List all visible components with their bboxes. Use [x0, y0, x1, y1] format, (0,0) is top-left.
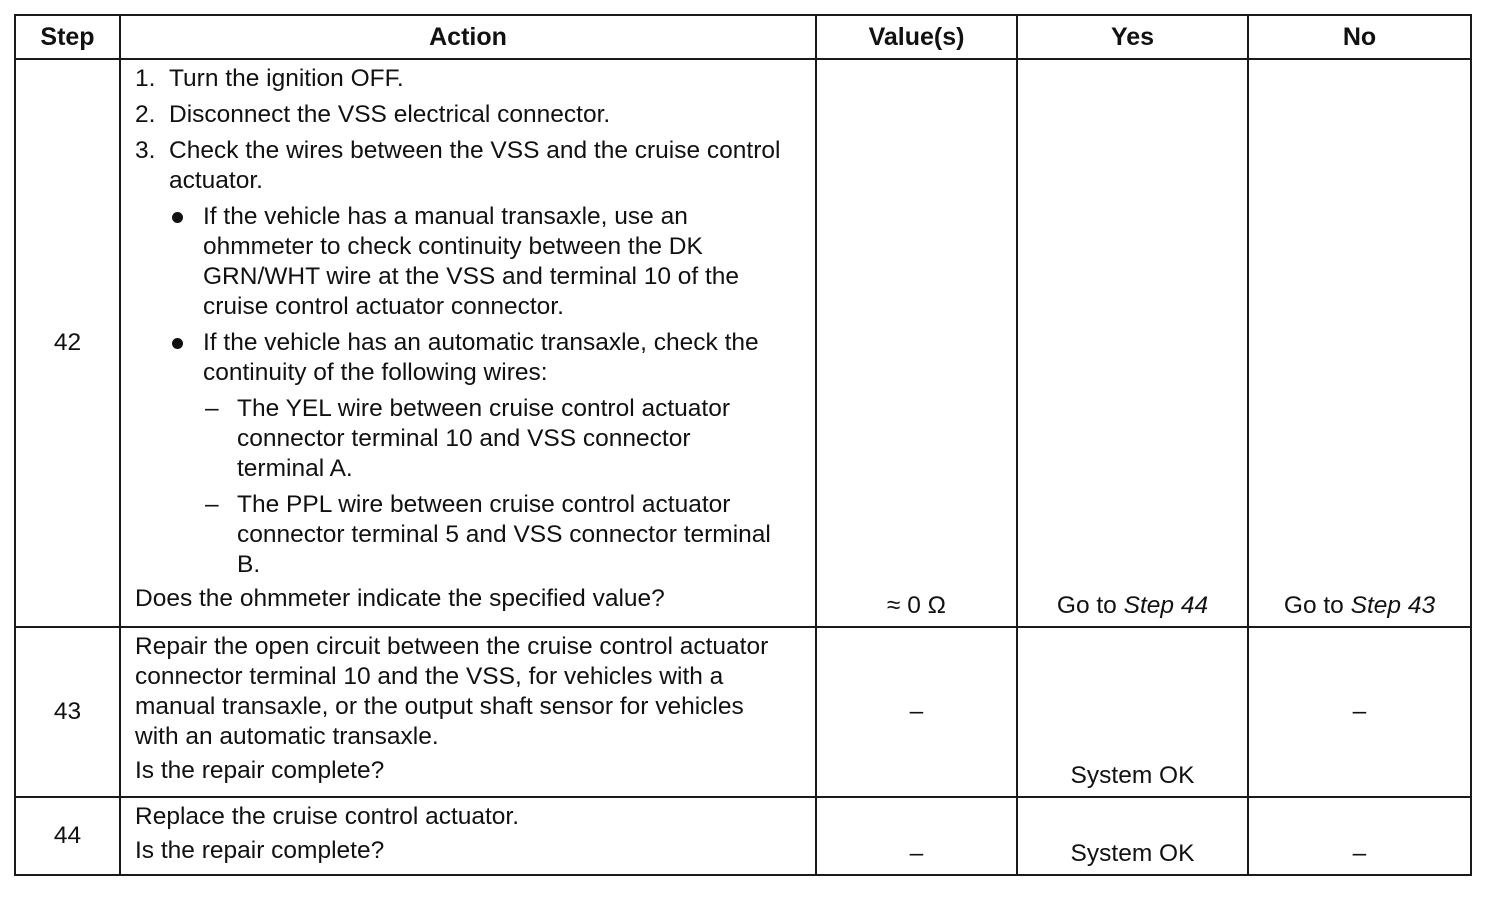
- header-action: Action: [120, 15, 816, 59]
- no-step-link: Step 43: [1350, 592, 1436, 619]
- header-no: No: [1248, 15, 1471, 59]
- header-values: Value(s): [816, 15, 1017, 59]
- question-text: Is the repair complete?: [135, 837, 385, 864]
- action-text: Replace the cruise control actuator.: [135, 803, 520, 830]
- table-row-step-44: [15, 797, 1471, 875]
- step-number: 42: [15, 59, 120, 627]
- bullet-text: If the vehicle has an automatic transaxle, check the continuity of the following wires:: [203, 329, 759, 386]
- dash-mark: –: [205, 491, 219, 518]
- yes-cell: [1017, 59, 1248, 627]
- yes-prefix: Go to: [1056, 592, 1124, 619]
- item-number: 3.: [135, 137, 156, 164]
- question-text: Is the repair complete?: [135, 757, 385, 784]
- no-prefix: Go to: [1283, 592, 1351, 619]
- header-row: [15, 15, 1471, 59]
- item-text: Disconnect the VSS electrical connector.: [169, 101, 611, 128]
- list-item: [135, 136, 803, 196]
- value-cell: –: [816, 627, 1017, 797]
- bullet-icon: [169, 328, 203, 388]
- list-item: [135, 100, 803, 130]
- item-number: 1.: [135, 65, 156, 92]
- step-number: 43: [15, 627, 120, 797]
- bullet-icon: [169, 202, 203, 322]
- item-number: 2.: [135, 101, 156, 128]
- header-yes: Yes: [1017, 15, 1248, 59]
- yes-cell: System OK: [1017, 627, 1248, 797]
- diagnostic-procedure-page: [14, 14, 1470, 876]
- action-cell: [120, 797, 816, 875]
- action-cell: [120, 627, 816, 797]
- yes-cell: System OK: [1017, 797, 1248, 875]
- item-text: Check the wires between the VSS and the cruise control actuator.: [169, 137, 781, 194]
- table-row-step-42: [15, 59, 1471, 627]
- question-text: Does the ohmmeter indicate the specified value?: [135, 585, 665, 612]
- value-cell: –: [816, 797, 1017, 875]
- dash-item: [203, 490, 803, 580]
- no-cell: –: [1248, 797, 1471, 875]
- no-cell: –: [1248, 627, 1471, 797]
- item-text: Turn the ignition OFF.: [169, 65, 404, 92]
- dash-mark: –: [205, 395, 219, 422]
- bullet-item: [169, 328, 803, 388]
- table-row-step-43: [15, 627, 1471, 797]
- dash-item: [203, 394, 803, 484]
- diagnostic-table: [14, 14, 1472, 876]
- yes-step-link: Step 44: [1123, 592, 1209, 619]
- action-cell: [120, 59, 816, 627]
- action-text: Repair the open circuit between the cruise control actuator connector terminal 10 and the VSS, for vehicles with a manual transaxle, or the output shaft sensor for vehicles with an automatic transaxle.: [135, 633, 769, 750]
- list-item: [135, 64, 803, 94]
- header-step: Step: [15, 15, 120, 59]
- dash-text: The PPL wire between cruise control actuator connector terminal 5 and VSS connector terminal B.: [237, 491, 771, 578]
- bullet-item: [169, 202, 803, 322]
- step-number: 44: [15, 797, 120, 875]
- no-cell: [1248, 59, 1471, 627]
- value-cell: ≈ 0 Ω: [816, 59, 1017, 627]
- dash-text: The YEL wire between cruise control actuator connector terminal 10 and VSS connector terminal A.: [237, 395, 730, 482]
- bullet-text: If the vehicle has a manual transaxle, use an ohmmeter to check continuity between the DK GRN/WHT wire at the VSS and terminal 10 of the cruise control actuator connector.: [203, 203, 740, 320]
